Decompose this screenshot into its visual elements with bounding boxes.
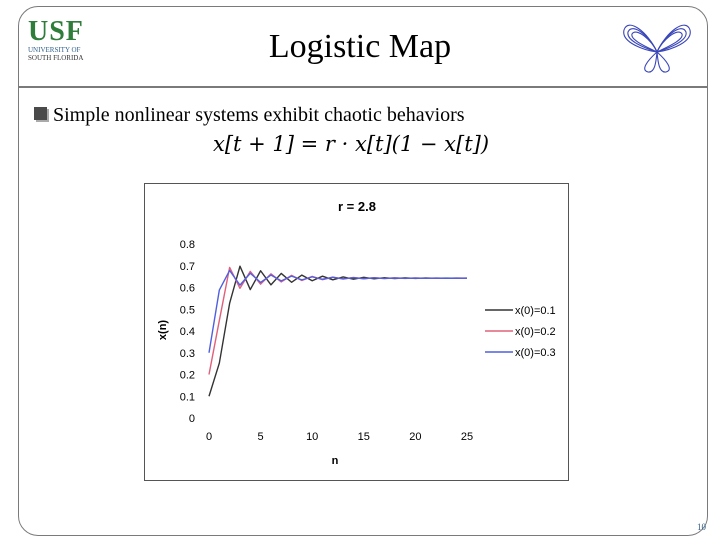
page-number: 10: [697, 522, 706, 532]
square-bullet-icon: [34, 107, 47, 120]
butterfly-attractor-icon: [618, 12, 696, 78]
logo-line-1: UNIVERSITY OF: [28, 46, 81, 54]
x-axis-label: n: [331, 455, 339, 467]
legend-label-1: x(0)=0.1: [515, 305, 556, 317]
slide-title: Logistic Map: [268, 28, 452, 65]
header-divider: [18, 86, 708, 88]
logo-line-2: SOUTH FLORIDA: [28, 54, 84, 62]
y-tick-label: 0.8: [179, 239, 195, 251]
x-tick-label: 15: [357, 431, 370, 443]
y-tick-label: 0.7: [179, 260, 195, 273]
legend-label-3: x(0)=0.3: [515, 347, 556, 359]
y-tick-label: 0.3: [179, 347, 195, 360]
x-tick-label: 10: [306, 431, 319, 443]
series-line-1: [209, 266, 467, 396]
y-tick-label: 0.5: [179, 304, 195, 317]
y-tick-label: 0.6: [179, 282, 195, 295]
x-tick-label: 25: [460, 431, 474, 443]
chart-container: [144, 183, 569, 481]
legend-label-2: x(0)=0.2: [515, 326, 556, 338]
logo-text: USF: [28, 16, 84, 47]
x-tick-label: 20: [409, 431, 422, 443]
bullet-point: [34, 104, 465, 127]
y-tick-label: 0.1: [179, 391, 195, 404]
y-tick-label: 0.4: [179, 326, 195, 338]
y-tick-label: 0: [188, 413, 195, 425]
logistic-chart: [145, 184, 568, 480]
x-tick-label: 5: [257, 431, 264, 443]
bullet-text: Simple nonlinear systems exhibit chaotic behaviors: [53, 104, 465, 126]
x-tick-label: 0: [205, 431, 213, 443]
chart-title: r = 2.8: [338, 199, 376, 214]
y-tick-label: 0.2: [179, 369, 195, 382]
y-axis-label: x(n): [157, 319, 169, 341]
logistic-equation: x[t + 1] = r · x[t](1 − x[t]): [213, 132, 490, 156]
